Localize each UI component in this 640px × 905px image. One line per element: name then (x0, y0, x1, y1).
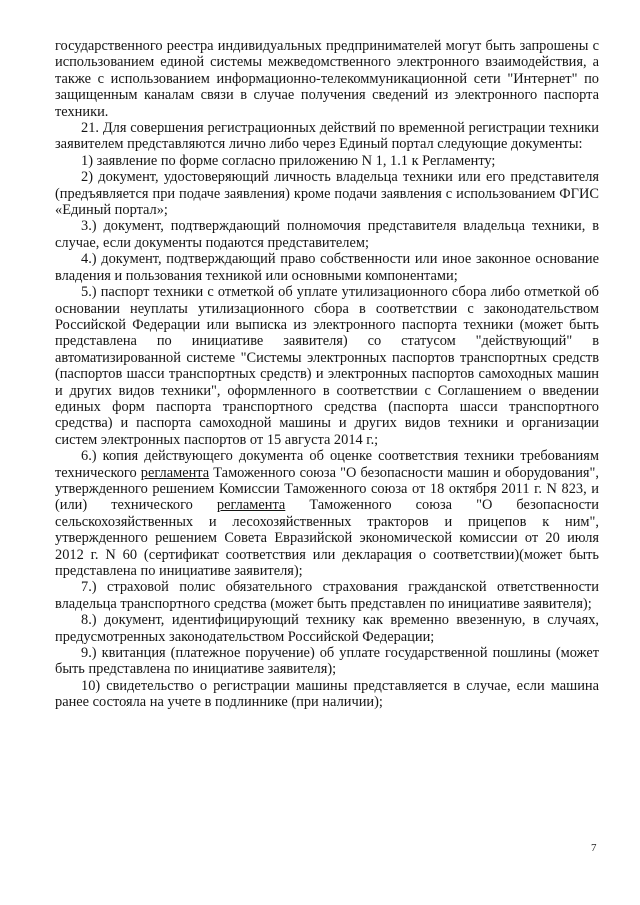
regulation-link-2[interactable]: регламента (216, 497, 286, 514)
list-item-9: 9.) квитанция (платежное поручение) об уплате государственной пошлины (может быть представлена по инициативе заявителя); (55, 645, 599, 678)
list-item-6-part-1: 6.) копия действующего документа об оценке соответствия техники требованиям технического (55, 448, 599, 481)
document-body (55, 38, 599, 711)
paragraph-continuation: государственного реестра индивидуальных предпринимателей могут быть запрошены с использованием единой системы межведомственного электронного взаимодействия, а также с использованием информационно-телекоммуникационной сети "Интернет" по защищенным каналам связи в случае получения сведений из электронного паспорта техники. (55, 38, 599, 120)
list-item-4: 4.) документ, подтверждающий право собственности или иное законное основание владения и пользования техникой или основными компонентами; (55, 251, 599, 284)
list-item-1: 1) заявление по форме согласно приложению N 1, 1.1 к Регламенту; (81, 152, 496, 169)
list-item-8: 8.) документ, идентифицирующий технику как временно ввезенную, в случаях, предусмотренных законодательством Российской Федерации; (55, 612, 599, 645)
paragraph-21: 21. Для совершения регистрационных действий по временной регистрации техники заявителем представляются лично либо через Единый портал следующие документы: (55, 120, 599, 153)
list-item-5: 5.) паспорт техники с отметкой об уплате утилизационного сбора либо отметкой об основании неуплаты утилизационного сбора в соответствии с законодательством Российской Федерации или выписка из электронного паспорта техники (может быть представлена по инициативе заявителя) со статусом "действующий" в автоматизированной системе "Системы электронных паспортов транспортных средств (паспортов шасси транспортных средств) и электронных паспортов самоходных машин и других видов техники", оформленного в соответствии с Соглашением о введении единых форм паспорта транспортного средства (паспорта шасси транспортного средства) и паспорта самоходной машины и других видов техники и организации систем электронных паспортов от 15 августа 2014 г.; (55, 284, 599, 448)
list-item-6-part-3: Таможенного союза "О безопасности сельскохозяйственных и лесохозяйственных тракторов и прицепов к ним", утвержденного решением Совета Евразийской экономической комиссии от 20 июля 2012 г. N 60 (сертификат соответствия или декларация о соответствии)(может быть представлена по инициативе заявителя); (55, 497, 599, 579)
list-item-3: 3.) документ, подтверждающий полномочия представителя владельца техники, в случае, если документы подаются представителем; (55, 218, 599, 251)
list-item-7: 7.) страховой полис обязательного страхования гражданской ответственности владельца транспортного средства (может быть представлен по инициативе заявителя); (55, 579, 599, 612)
list-item-6 (55, 448, 599, 579)
list-item-2: 2) документ, удостоверяющий личность владельца техники или его представителя (предъявляется при подаче заявления) кроме подачи заявления с использованием ФГИС «Единый портал»; (55, 169, 599, 219)
list-item-10: 10) свидетельство о регистрации машины представляется в случае, если машина ранее состояла на учете в подлиннике (при наличии); (55, 677, 599, 711)
list-item-6-part-2: Таможенного союза "О безопасности машин и оборудования", утвержденного решением Комиссии Таможенного союза от 18 октября 2011 г. N 823, и (или) технического (55, 464, 599, 514)
regulation-link-1[interactable]: регламента (140, 464, 210, 481)
page-number: 7 (591, 842, 597, 854)
